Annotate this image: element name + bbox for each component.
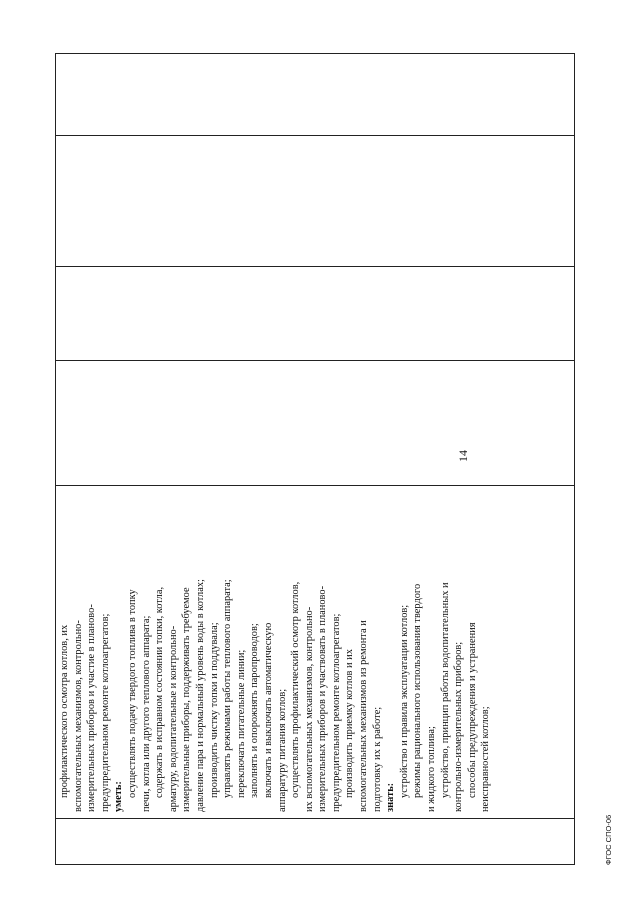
content-lines xyxy=(56,486,495,818)
content-line: включать и выключать автоматическую xyxy=(262,622,274,798)
content-line: печи, котла или другого теплового аппарата; xyxy=(140,615,152,812)
section-heading: знать: xyxy=(385,782,397,812)
content-line: переключать питательные линии; xyxy=(235,649,247,798)
content-line: содержать в исправном состоянии топки, котла, xyxy=(154,586,166,798)
content-line: арматуру, водопитательные и контрольно- xyxy=(167,625,179,812)
footer-code: ФГОС СПО-06 xyxy=(604,814,613,865)
content-line: профилактического осмотра котлов, их xyxy=(59,624,70,798)
content-line: и жидкого топлива; xyxy=(426,726,438,812)
code-cell xyxy=(56,819,575,865)
content-line: подготовку их к работе; xyxy=(371,706,383,812)
content-line: измерительных приборов и участие в планово- xyxy=(86,604,98,812)
content-line: вспомогательных механизмов, контрольно- xyxy=(72,620,84,812)
empty-cell-1 xyxy=(56,361,575,486)
content-line: устройство, принцип работы водопитательных и xyxy=(439,582,451,798)
content-line: осуществлять профилактический осмотр котлов, xyxy=(290,581,302,798)
content-line: измерительные приборы, поддерживать требуемое xyxy=(181,587,193,812)
content-line: управлять режимами работы теплового аппарата; xyxy=(222,579,234,798)
content-line: аппаратуру питания котлов; xyxy=(276,688,288,812)
page-number: 14 xyxy=(456,450,470,462)
content-line: неисправностей котлов; xyxy=(480,706,492,812)
empty-cell-4 xyxy=(56,54,575,136)
content-line: заполнять и опорожнять паропроводов; xyxy=(249,623,261,798)
content-line: устройство и правила эксплуатации котлов; xyxy=(398,604,410,798)
content-line: способы предупреждения и устранения xyxy=(466,622,478,798)
content-line: контрольно-измерительных приборов; xyxy=(453,641,465,812)
empty-cell-3 xyxy=(56,136,575,267)
content-line: измерительных приборов и участвовать в планово- xyxy=(317,585,329,812)
content-line: осуществлять подачу твердого топлива в топку xyxy=(126,589,138,798)
content-line: вспомогательных механизмов из ремонта и xyxy=(358,620,370,812)
table-row xyxy=(56,54,575,865)
content-cell xyxy=(56,486,575,819)
section-heading: уметь: xyxy=(113,781,125,812)
empty-cell-2 xyxy=(56,267,575,361)
content-line: режимы рационального использования твердого xyxy=(412,583,424,798)
content-line: производить чистку топки и поддувала; xyxy=(208,622,220,798)
content-line: предупредительном ремонте котлоагрегатов; xyxy=(99,613,111,812)
content-line: их вспомогательных механизмов, контрольно- xyxy=(303,606,315,812)
content-line: производить приемку котлов и их xyxy=(344,649,356,798)
content-line: предупредительном ремонте котлоагрегатов; xyxy=(330,613,342,812)
standard-table xyxy=(55,53,575,865)
content-line: давление пара и нормальный уровень воды в котлах; xyxy=(194,579,206,812)
